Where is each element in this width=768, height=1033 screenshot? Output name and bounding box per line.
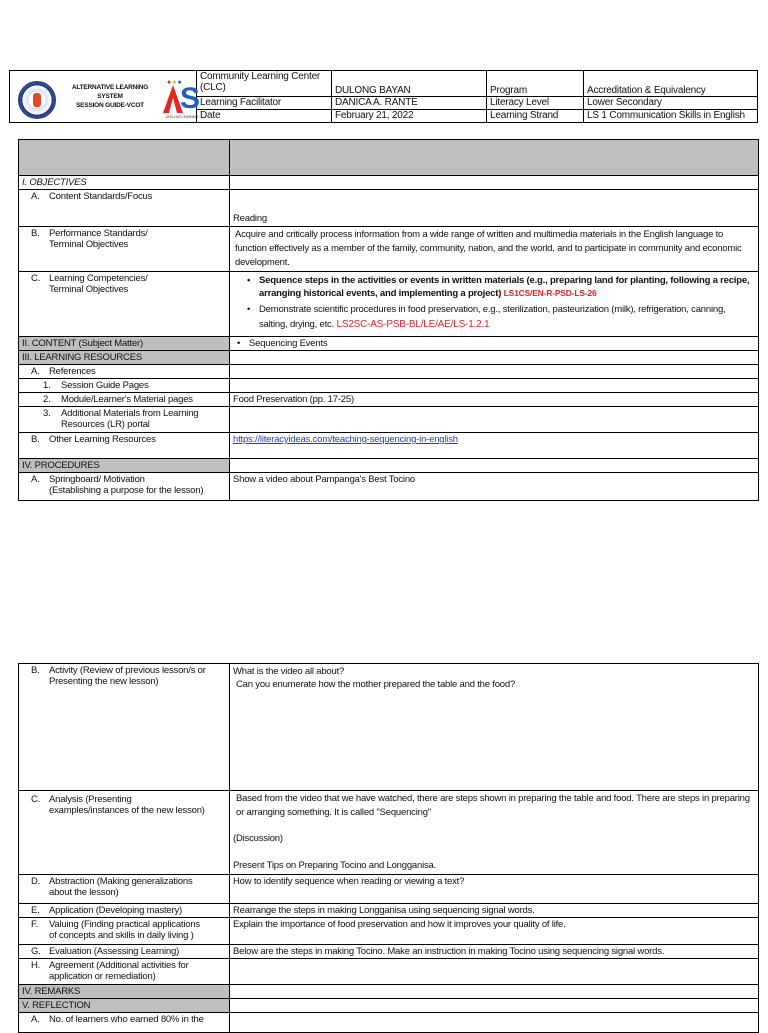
lesson-table-top (18, 139, 759, 501)
procedure-d-value: How to identify sequence when reading or viewing a text? (230, 875, 759, 904)
resources-b-label: B. Other Learning Resources (19, 433, 230, 459)
section-procedures: IV. PROCEDURES (19, 459, 230, 473)
procedure-c-label: C. Analysis (Presenting examples/instances of the new lesson) (19, 791, 230, 875)
procedure-e-value: Rearrange the steps in making Longganisa using sequencing signal words. (230, 904, 759, 918)
lesson-table-bottom (18, 663, 759, 1033)
objective-a-label: A. Content Standards/Focus (19, 190, 230, 227)
resources-r2-value: Food Preservation (pp. 17-25) (230, 393, 759, 407)
table-head-left (19, 140, 230, 176)
resources-link[interactable]: https://literacyideas.com/teaching-sequencing-in-english (233, 434, 458, 445)
objective-c-label: C. Learning Competencies/ Terminal Objectives (19, 272, 230, 337)
table-head-right (230, 140, 759, 176)
section-remarks: IV. REMARKS (19, 985, 230, 999)
procedure-e-label: E. Application (Developing mastery) (19, 904, 230, 918)
procedure-h-label: H. Agreement (Additional activities for application or remediation) (19, 959, 230, 985)
literacy-label: Literacy Level (487, 97, 584, 110)
program-label: Program (487, 71, 584, 97)
reflection-a-label: A. No. of learners who earned 80% in the (19, 1013, 230, 1033)
procedure-f-label: F. Valuing (Finding practical applications of concepts and skills in daily living ) (19, 918, 230, 945)
date-value: February 21, 2022 (332, 110, 487, 123)
procedure-d-label: D. Abstraction (Making generalizations about the lesson) (19, 875, 230, 904)
procedure-g-value: Below are the steps in making Tocino. Make an instruction in making Tocino using sequencing signal words. (230, 945, 759, 959)
procedure-b-value: What is the video all about? Can you enumerate how the mother prepared the table and the food? (230, 664, 759, 791)
deped-seal-icon (18, 81, 56, 119)
objective-b-value: Acquire and critically process information from a wide range of written and multimedia materials in the English language to function effectively as a member of the family, community, nation, and the world, and to participate in community and economic development. (230, 227, 759, 272)
procedure-c-value: Based from the video that we have watched, there are steps shown in preparing the table and food. There are steps in preparing or arranging something. It is called "Sequencing" (Discussion) Present Tips on Preparing Tocino and Longganisa. (230, 791, 759, 875)
header-table (9, 70, 758, 123)
logo-cell (10, 71, 200, 123)
procedure-b-label: B. Activity (Review of previous lesson/s or Presenting the new lesson) (19, 664, 230, 791)
strand-label: Learning Strand (487, 110, 584, 123)
objective-a-value: Reading (230, 190, 759, 227)
section-resources: III. LEARNING RESOURCES (19, 351, 230, 365)
clc-label: Community Learning Center (CLC) (197, 71, 332, 97)
resources-r3-label: 3. Additional Materials from Learning Resources (LR) portal (19, 407, 230, 433)
facilitator-label: Learning Facilitator (197, 97, 332, 110)
als-logo-icon: ●●● S LIFELONG LEARNING (163, 77, 201, 121)
literacy-value: Lower Secondary (584, 97, 758, 110)
procedure-a-label: A. Springboard/ Motivation (Establishing a purpose for the lesson) (19, 473, 230, 501)
content-value: • Sequencing Events (230, 337, 759, 351)
section-content: II. CONTENT (Subject Matter) (19, 337, 230, 351)
procedure-f-value: Explain the importance of food preservation and how it improves your quality of life. (230, 918, 759, 945)
procedure-a-value: Show a video about Pampanga's Best Tocino (230, 473, 759, 501)
procedure-g-label: G. Evaluation (Assessing Learning) (19, 945, 230, 959)
resources-r1-label: 1. Session Guide Pages (19, 379, 230, 393)
resources-a-label: A. References (19, 365, 230, 379)
objective-b-label: B. Performance Standards/ Terminal Objectives (19, 227, 230, 272)
clc-value: DULONG BAYAN (332, 71, 487, 97)
section-reflection: V. REFLECTION (19, 999, 230, 1013)
date-label: Date (197, 110, 332, 123)
section-objectives: I. OBJECTIVES (19, 176, 230, 190)
system-name: ALTERNATIVE LEARNING SYSTEM SESSION GUIDE-VCOT (71, 84, 149, 109)
facilitator-value: DANICA A. RANTE (332, 97, 487, 110)
strand-value: LS 1 Communication Skills in English (584, 110, 758, 123)
objective-c-value: • Sequence steps in the activities or events in written materials (e.g., preparing land for planting, following a recipe, arranging historical events, and implementing a project) LS1CS/EN-R-PSD-LS-26 • Demonstrate scientific procedures in food preservation, e.g., sterilization, pasteurization (milk), refrigeration, canning, salting, drying, etc. LS2SC-AS-PSB-BL/LE/AE/LS-1.2.1 (230, 272, 759, 337)
program-value: Accreditation & Equivalency (584, 71, 758, 97)
resources-r2-label: 2. Module/Learner's Material pages (19, 393, 230, 407)
